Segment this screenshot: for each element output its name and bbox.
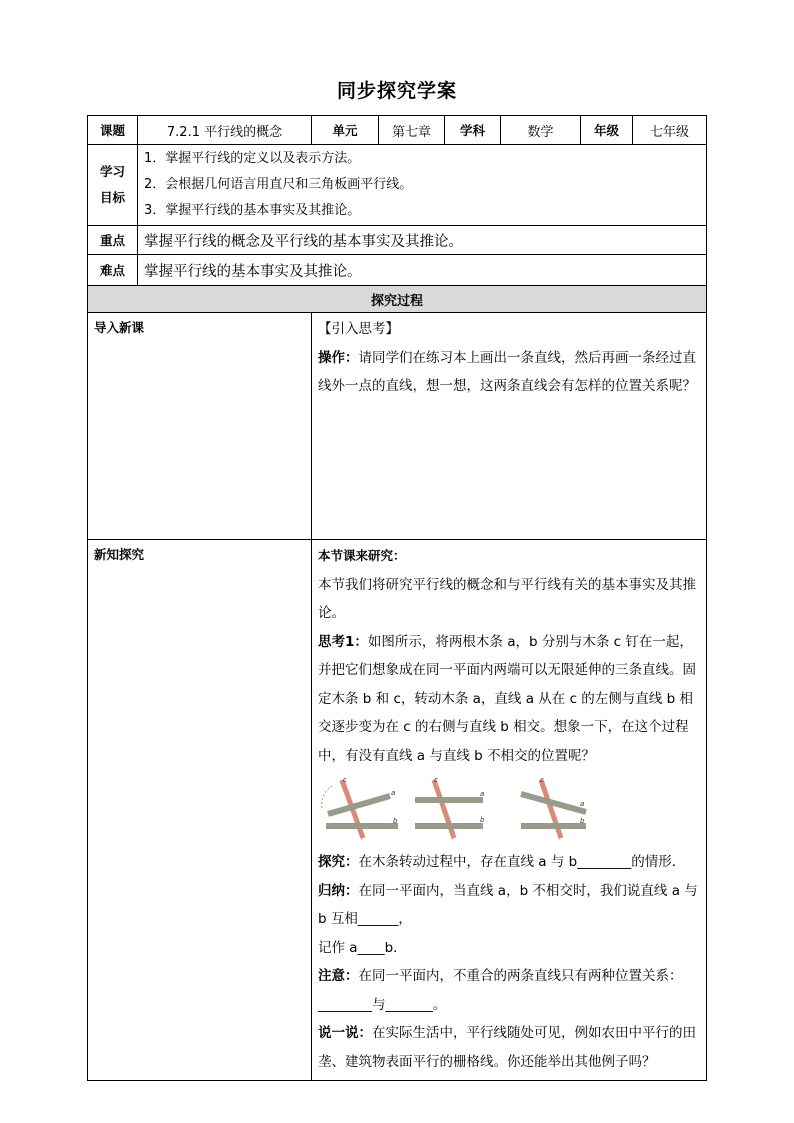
goals-row [88, 145, 707, 226]
process-header-row [88, 286, 707, 313]
new-knowledge-row [88, 540, 707, 1081]
unit-label: 单元 [312, 116, 379, 145]
research-label: 本节课来研究： [318, 548, 406, 563]
say-paragraph [318, 1019, 700, 1076]
label-b: b [580, 817, 585, 825]
intro-label-text: 导入新课 [94, 320, 145, 335]
figure-panel-2 [415, 776, 485, 840]
unit-value: 第七章 [379, 116, 445, 145]
topic-value: 7.2.1 平行线的概念 [138, 116, 312, 145]
figure-panel-3 [521, 776, 586, 840]
summary-label: 归纳： [318, 882, 359, 899]
stick-c [541, 780, 561, 838]
subject-label: 学科 [445, 116, 501, 145]
key-text: 掌握平行线的概念及平行线的基本事实及其推论。 [138, 226, 707, 255]
goal-item: 2．会根据几何语言用直尺和三角板画平行线。 [144, 177, 413, 192]
label-c: c [343, 776, 347, 784]
explore-text: 在木条转动过程中，存在直线 a 与 b________的情形． [358, 854, 686, 870]
label-c: c [540, 776, 544, 784]
page-title: 同步探究学案 [336, 80, 457, 102]
difficulty-label: 难点 [88, 255, 138, 286]
goal-item: 3．掌握平行线的基本事实及其推论。 [144, 203, 361, 218]
label-c: c [434, 776, 438, 784]
say-label: 说一说： [318, 1025, 372, 1041]
intro-row [88, 313, 707, 540]
process-header: 探究过程 [88, 286, 707, 313]
newknow-body [312, 540, 707, 1081]
note-text: 在同一平面内，不重合的两条直线只有两种位置关系：________与_______。 [318, 968, 683, 1013]
goals-label [88, 145, 138, 226]
label-a: a [580, 800, 585, 808]
key-label: 重点 [88, 226, 138, 255]
newknow-label [88, 540, 312, 1081]
explore-paragraph [318, 848, 700, 877]
goals-label-line1: 学习 [99, 164, 125, 179]
figure-panel-1 [322, 776, 398, 840]
goals-label-line2: 目标 [99, 190, 125, 205]
label-b: b [393, 817, 398, 825]
think-paragraph [318, 628, 700, 771]
stick-c [434, 780, 454, 838]
topic-label: 课题 [88, 116, 138, 145]
rotating-sticks-figure [318, 776, 588, 842]
think-label: 思考1： [318, 633, 368, 650]
newknow-label-text: 新知探究 [94, 547, 145, 562]
subject-value: 数学 [501, 116, 581, 145]
note-label: 注意： [318, 968, 359, 984]
op-label: 操作： [318, 349, 359, 366]
stick-a [328, 796, 390, 814]
intro-heading: 【引入思考】 [318, 321, 399, 337]
think-text: 如图所示，将两根木条 a，b 分别与木条 c 钉在一起，并把它们想象成在同一平面内两端可以无限延伸的三条直线。固定木条 b 和 c，转动木条 a，直线 a 从在 c 的左侧与直线 b 相交逐步变为在 c 的右侧与直线 b 相交。想象一下，在这个过程中，有没有直线 a 与直线 b 不相交的位置呢？ [318, 633, 696, 764]
goal-item: 1．掌握平行线的定义以及表示方法。 [144, 151, 361, 166]
header-row [88, 116, 707, 145]
grade-label: 年级 [581, 116, 633, 145]
explore-label: 探究： [318, 854, 359, 870]
label-a: a [391, 789, 396, 797]
grade-value: 七年级 [633, 116, 707, 145]
summary-paragraph [318, 877, 700, 934]
label-a: a [480, 790, 485, 798]
difficulty-row [88, 255, 707, 286]
rotation-arc [322, 786, 332, 808]
goals-list [138, 145, 707, 226]
research-text: 本节我们将研究平行线的概念和与平行线有关的基本事实及其推论。 [318, 576, 696, 621]
intro-operation [318, 344, 700, 401]
lesson-plan-table [87, 115, 707, 1081]
intro-label [88, 313, 312, 540]
note-paragraph [318, 962, 700, 1019]
difficulty-text: 掌握平行线的基本事实及其推论。 [138, 255, 707, 286]
key-row [88, 226, 707, 255]
summary-text: 在同一平面内，当直线 a，b 不相交时，我们说直线 a 与 b 互相______， [318, 882, 698, 927]
say-text: 在实际生活中，平行线随处可见，例如农田中平行的田垄、建筑物表面平行的栅格线。你还能举出其他例子吗？ [318, 1025, 696, 1070]
summary-notation: 记作 a____b． [318, 939, 407, 956]
intro-body [312, 313, 707, 540]
op-text: 请同学们在练习本上画出一条直线，然后再画一条经过直线外一点的直线，想一想，这两条直线会有怎样的位置关系呢？ [318, 349, 696, 394]
label-b: b [480, 816, 485, 824]
